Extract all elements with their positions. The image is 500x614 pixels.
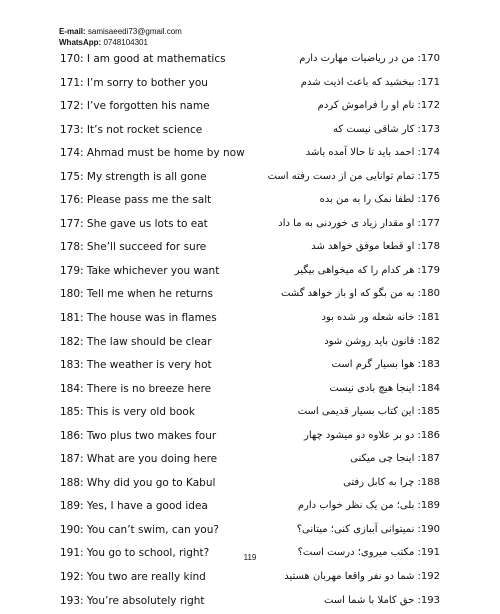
phrase-row — [60, 214, 440, 238]
english-phrase: 170: I am good at mathematics — [60, 53, 226, 65]
phrase-row — [60, 49, 440, 73]
english-phrase: 189: Yes, I have a good idea — [60, 500, 208, 513]
phrase-row — [60, 379, 440, 403]
phrase-row — [60, 496, 440, 520]
english-phrase: 183: The weather is very hot — [60, 359, 212, 372]
email-label: E-mail: — [59, 27, 86, 36]
english-phrase: 176: Please pass me the salt — [60, 194, 212, 207]
contact-block — [59, 26, 182, 48]
persian-phrase: 187: اینجا چی میکنی — [350, 453, 440, 465]
persian-phrase: 180: به من بگو که او باز خواهد گشت — [280, 288, 440, 300]
english-phrase: 190: You can’t swim, can you? — [60, 523, 219, 536]
persian-phrase: 171: ببخشید که باعث اذیت شدم — [300, 76, 440, 88]
english-phrase: 178: She’ll succeed for sure — [60, 241, 207, 254]
persian-phrase: 191: مکتب میروی؛ درست است؟ — [297, 547, 440, 559]
persian-phrase: 173: کار شاقی نیست که — [332, 123, 440, 135]
phrase-row — [60, 355, 440, 379]
english-phrase: 192: You two are really kind — [60, 571, 206, 584]
phrase-row — [60, 120, 440, 144]
english-phrase: 175: My strength is all gone — [60, 170, 207, 183]
phrase-row — [60, 402, 440, 426]
phrase-row — [60, 567, 440, 591]
phrase-row — [60, 308, 440, 332]
whatsapp-line — [59, 37, 182, 48]
persian-phrase: 178: او قطعا موفق خواهد شد — [311, 241, 440, 253]
persian-phrase: 176: لطفا نمک را به من بده — [319, 194, 440, 206]
phrase-row — [60, 96, 440, 120]
persian-phrase: 172: نام او را فراموش کردم — [317, 100, 440, 112]
phrase-row — [60, 426, 440, 450]
english-phrase: 173: It’s not rocket science — [60, 123, 203, 136]
persian-phrase: 175: تمام توانایی من از دست رفته است — [267, 170, 440, 182]
english-phrase: 182: The law should be clear — [60, 335, 212, 348]
page-number: 119 — [243, 553, 257, 562]
persian-phrase: 189: بلی؛ من یک نظر خواب دارم — [297, 500, 440, 512]
persian-phrase: 182: قانون باید روشن شود — [324, 335, 440, 347]
persian-phrase: 174: احمد باید تا حالا آمده باشد — [305, 147, 440, 159]
persian-phrase: 186: دو بر علاوه دو میشود چهار — [304, 429, 440, 441]
phrase-row — [60, 449, 440, 473]
phrase-row — [60, 73, 440, 97]
english-phrase: 191: You go to school, right? — [60, 547, 210, 560]
english-phrase: 188: Why did you go to Kabul — [60, 476, 216, 489]
phrase-row — [60, 284, 440, 308]
english-phrase: 181: The house was in flames — [60, 312, 217, 325]
phrase-row — [60, 520, 440, 544]
persian-phrase: 193: حق کاملا با شما است — [323, 594, 440, 606]
whatsapp-number: 0748104301 — [103, 38, 148, 47]
email-address[interactable]: samisaeedi73@gmail.com — [87, 27, 182, 36]
phrase-list — [60, 49, 440, 614]
persian-phrase: 170: من در ریاضیات مهارت دارم — [299, 53, 440, 64]
persian-phrase: 190: نمیتوانی آببازی کنی؛ میتانی؟ — [296, 523, 440, 535]
english-phrase: 185: This is very old book — [60, 406, 195, 419]
persian-phrase: 185: این کتاب بسیار قدیمی است — [297, 406, 440, 418]
english-phrase: 177: She gave us lots to eat — [60, 217, 208, 230]
phrase-row — [60, 473, 440, 497]
persian-phrase: 183: هوا بسیار گرم است — [331, 359, 440, 371]
english-phrase: 171: I’m sorry to bother you — [60, 76, 208, 89]
english-phrase: 186: Two plus two makes four — [60, 429, 217, 442]
phrase-row — [60, 237, 440, 261]
persian-phrase: 177: او مقدار زیاد ی خوردنی به ما داد — [278, 217, 440, 229]
phrase-row — [60, 190, 440, 214]
phrase-row — [60, 591, 440, 614]
phrase-row — [60, 167, 440, 191]
persian-phrase: 179: هر کدام را که میخواهی بیگیر — [294, 264, 440, 276]
english-phrase: 184: There is no breeze here — [60, 382, 212, 395]
persian-phrase: 192: شما دو نفر واقعا مهربان هستید — [284, 571, 440, 583]
phrase-row — [60, 261, 440, 285]
english-phrase: 180: Tell me when he returns — [60, 288, 213, 301]
persian-phrase: 181: خانه شعله ور شده بود — [321, 312, 440, 324]
english-phrase: 172: I’ve forgotten his name — [60, 100, 210, 113]
english-phrase: 174: Ahmad must be home by now — [60, 147, 245, 160]
whatsapp-label: WhatsApp: — [59, 38, 102, 47]
english-phrase: 193: You’re absolutely right — [60, 594, 205, 607]
email-line — [59, 26, 182, 37]
english-phrase: 179: Take whichever you want — [60, 264, 220, 277]
persian-phrase: 188: چرا به کابل رفتی — [343, 476, 440, 488]
english-phrase: 187: What are you doing here — [60, 453, 218, 466]
persian-phrase: 184: اینجا هیچ بادی نیست — [329, 382, 440, 394]
phrase-row — [60, 332, 440, 356]
phrase-row — [60, 143, 440, 167]
